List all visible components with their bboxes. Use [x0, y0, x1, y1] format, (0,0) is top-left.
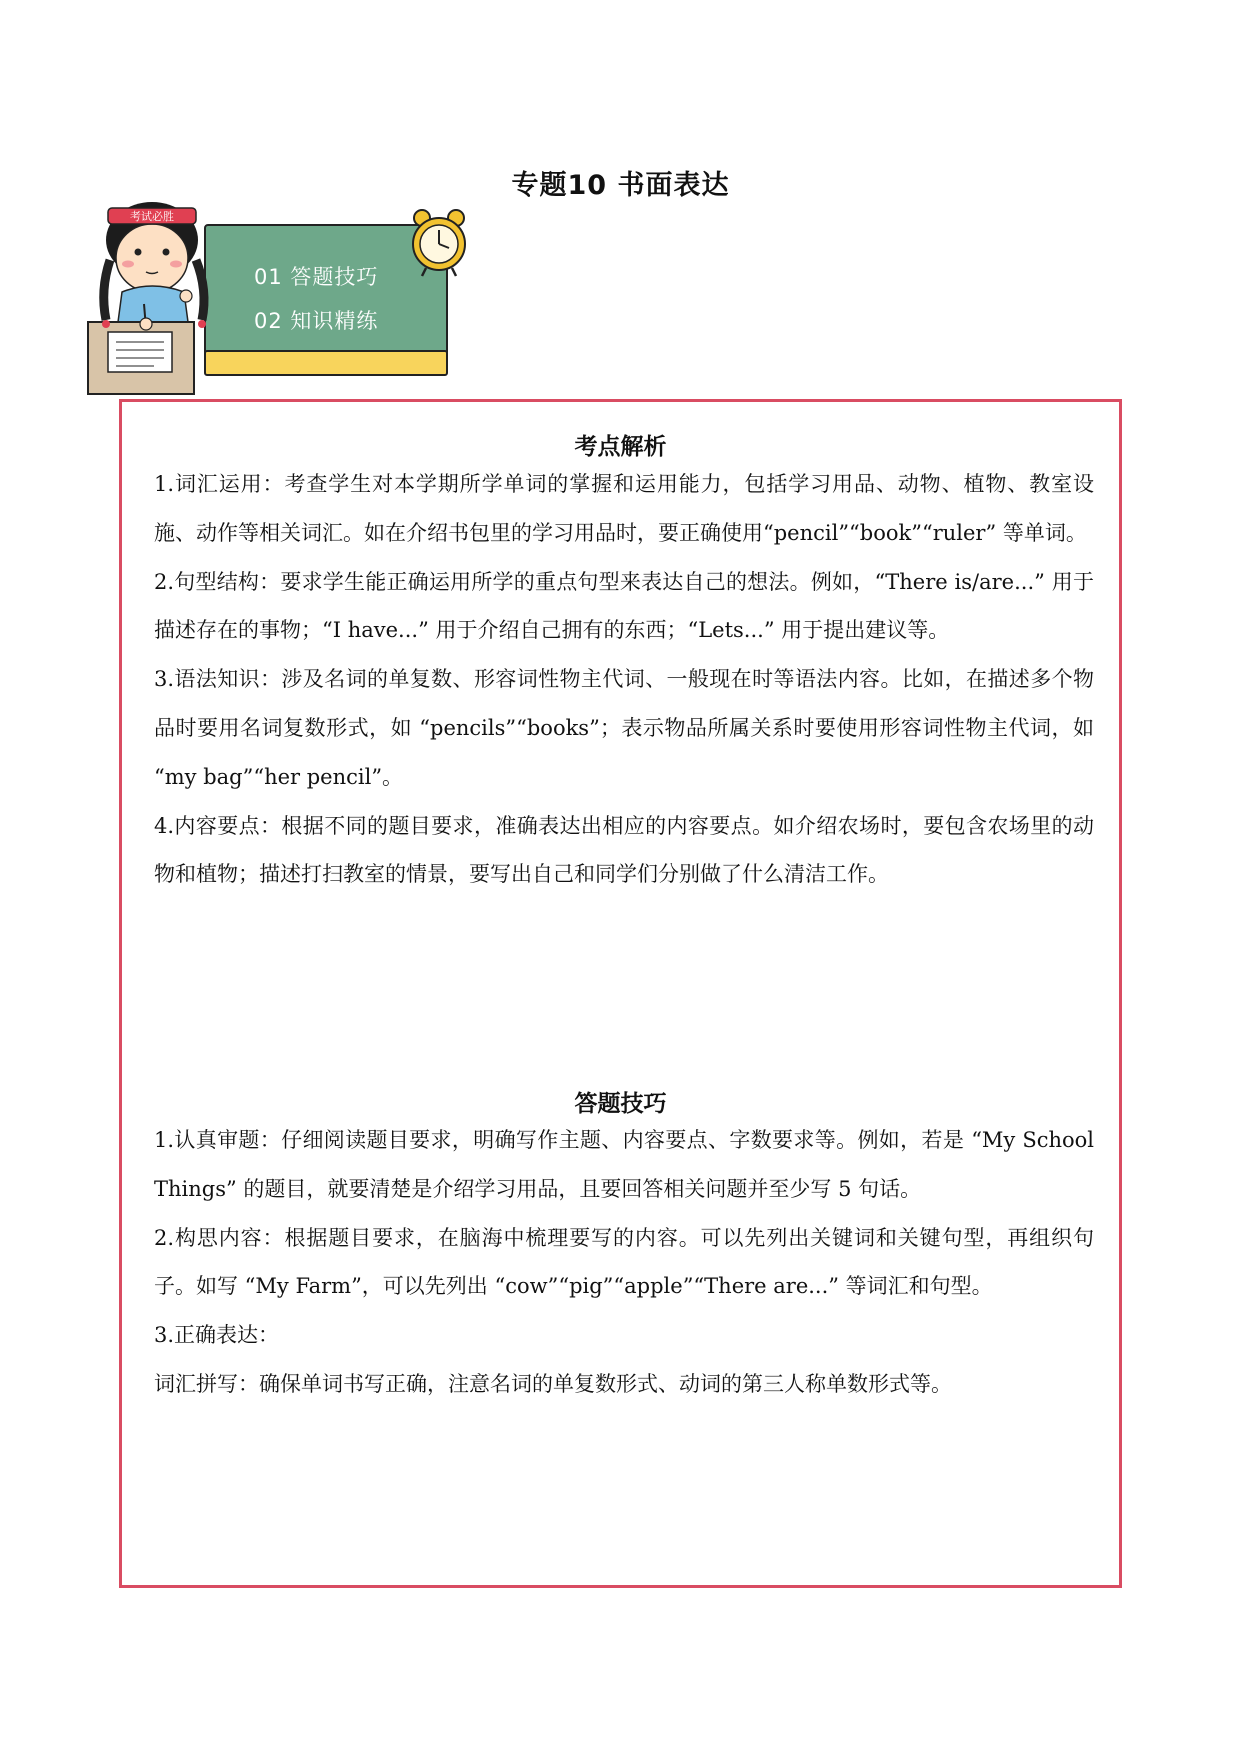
- paragraph: 3.正确表达：: [154, 1323, 280, 1348]
- banner-item-1: 01 答题技巧: [254, 265, 379, 289]
- paragraph: 词汇拼写：确保单词书写正确，注意名词的单复数形式、动词的第三人称单数形式等。: [154, 1371, 952, 1396]
- analysis-text: [154, 460, 1094, 899]
- section-title-tips: 答题技巧: [574, 1091, 667, 1117]
- tips-text: [154, 1116, 1094, 1409]
- student-girl-icon: [86, 200, 236, 395]
- alarm-clock-icon: [408, 206, 470, 278]
- paragraph: 4.内容要点：根据不同的题目要求，准确表达出相应的内容要点。如介绍农场时，要包含农场里的动物和植物；描述打扫教室的情景，要写出自己和同学们分别做了什么清洁工作。: [154, 813, 1094, 887]
- paragraph: 2.构思内容：根据题目要求，在脑海中梳理要写的内容。可以先列出关键词和关键句型，再组织句子。如写 “My Farm”，可以先列出 “cow”“pig”“apple”“There are...” 等词汇和句型。: [154, 1225, 1094, 1299]
- paragraph: 2.句型结构：要求学生能正确运用所学的重点句型来表达自己的想法。例如，“There is/are...” 用于描述存在的事物；“I have...” 用于介绍自己拥有的东西；“Lets...” 用于提出建议等。: [154, 569, 1094, 643]
- section-title-analysis: 考点解析: [574, 434, 667, 460]
- banner-item-2: 02 知识精练: [254, 309, 379, 333]
- paragraph: 1.词汇运用：考查学生对本学期所学单词的掌握和运用能力，包括学习用品、动物、植物、教室设施、动作等相关词汇。如在介绍书包里的学习用品时，要正确使用“pencil”“book”“ruler” 等单词。: [154, 472, 1094, 545]
- paragraph: 1.认真审题：仔细阅读题目要求，明确写作主题、内容要点、字数要求等。例如，若是 “My School Things” 的题目，就要清楚是介绍学习用品，且要回答相关问题并至少写 5 句话。: [154, 1128, 1094, 1201]
- paragraph: 3.语法知识：涉及名词的单复数、形容词性物主代词、一般现在时等语法内容。比如，在描述多个物品时要用名词复数形式，如 “pencils”“books”；表示物品所属关系时要使用形容词性物主代词，如 “my bag”“her pencil”。: [154, 667, 1094, 789]
- chalkboard-ledge: [204, 350, 448, 376]
- content-box: [119, 399, 1122, 1588]
- page-title: 专题10 书面表达: [511, 170, 730, 201]
- headband-text: 考试必胜: [130, 210, 174, 223]
- banner: [86, 200, 466, 395]
